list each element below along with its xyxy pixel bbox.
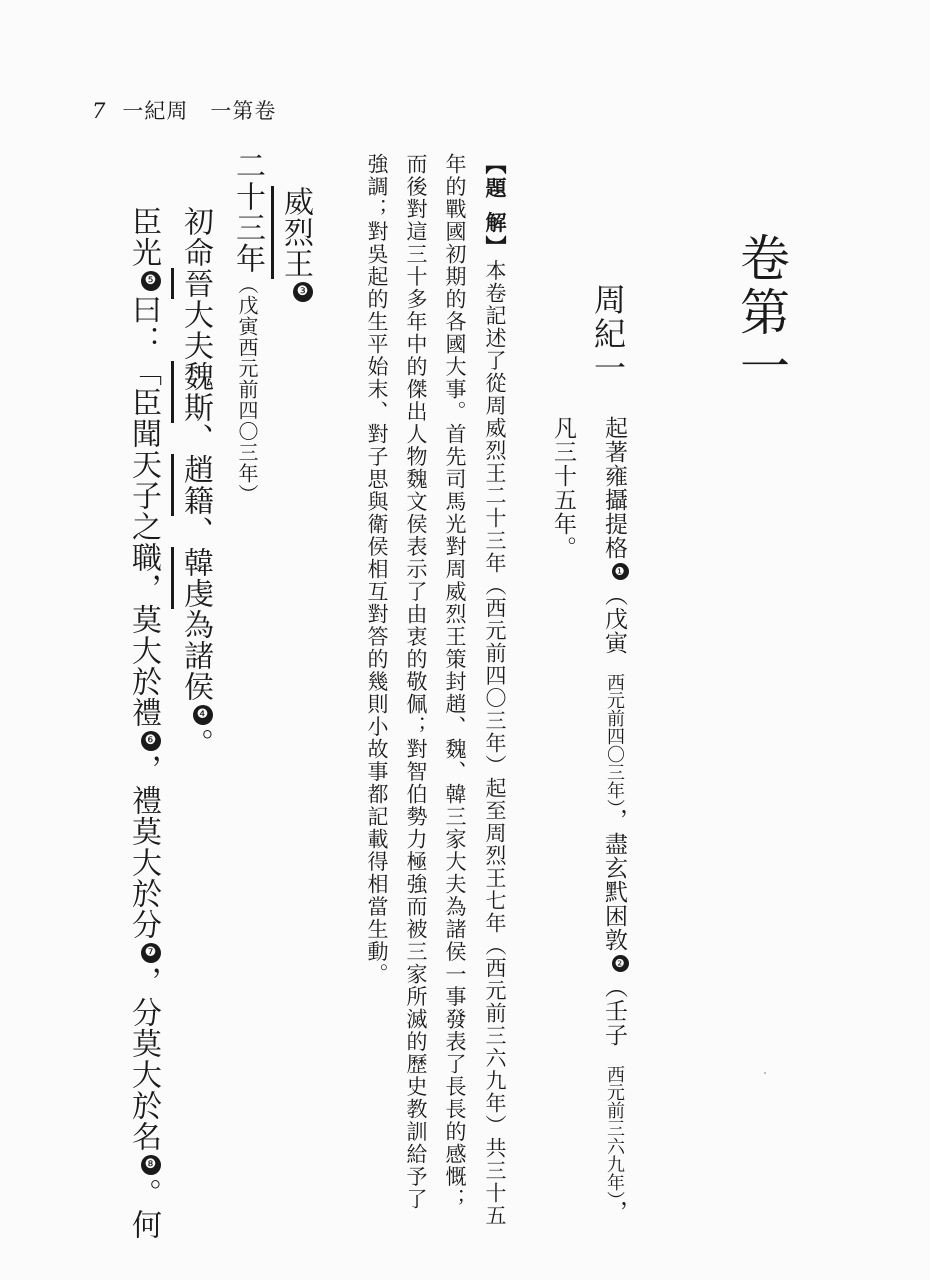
era-text-3: ， [601, 1200, 627, 1224]
page-number: 7 [92, 99, 107, 123]
header-volume: 一第卷 [210, 99, 277, 123]
note-marker-1: ❶ [612, 563, 629, 580]
ruler-heading [280, 186, 313, 305]
note-marker-6: ❻ [141, 731, 161, 751]
running-header [92, 95, 276, 125]
note-marker-7: ❼ [141, 943, 161, 963]
text-1d: 、 [178, 516, 213, 547]
ruler-name: 威烈王 [278, 186, 313, 279]
era-line-1 [602, 416, 629, 1224]
note-marker-4: ❹ [193, 705, 213, 725]
text-2e: 。何 [126, 1178, 161, 1240]
year-paren: （戊寅 [235, 274, 259, 337]
summary-line-2: 年的戰國初期的各國大事。首先司馬光對周威烈王策封趙、魏、韓三家大夫為諸侯一事發表了長長的感慨； [443, 153, 467, 1211]
era-paren-1: （戊寅 [601, 583, 627, 655]
note-marker-2: ❷ [612, 955, 629, 972]
volume-title: 卷第一 [732, 232, 790, 394]
text-1e: 為諸侯 [178, 609, 213, 702]
summary-line-4: 強調；對吳起的生平始末、對子思與衛侯相互對答的幾則小故事都記載得相當生動。 [365, 153, 389, 986]
text-1f: 。 [178, 728, 213, 759]
summary-line-3: 而後對這三十多年中的傑出人物魏文侯表示了由衷的敬佩；對智伯勢力極強而被三家所滅的歷史教訓給予了 [404, 153, 428, 1211]
text-2a: 臣光 [126, 206, 161, 268]
chapter-title: 周紀一 [589, 283, 627, 385]
text-2c: ，禮莫大於分 [126, 754, 161, 940]
summary-text-1: 本卷記述了從周威烈王二十三年（西元前四〇三年）起至周烈王七年（西元前三六九年）共三十五 [483, 259, 507, 1227]
note-marker-8: ❽ [141, 1155, 161, 1175]
year-title: 二十三年 [230, 150, 265, 274]
name-jin: 晉 [178, 268, 213, 299]
summary-line-1 [484, 153, 506, 1227]
text-2b: 曰：「臣聞天子之職，莫大於禮 [126, 294, 161, 728]
text-line-2 [128, 206, 161, 1240]
text-1c: 、 [178, 423, 213, 454]
era-text-2: ，盡玄黓困敦 [601, 808, 627, 952]
era-text-1: 起著雍攝提格 [601, 416, 627, 560]
note-marker-5: ❺ [141, 271, 161, 291]
text-2d: ，分莫大於名 [126, 966, 161, 1152]
text-1b: 大夫 [178, 299, 213, 361]
name-wei-si: 魏斯 [178, 361, 213, 423]
text-line-1 [180, 206, 213, 759]
page-speck [764, 1072, 766, 1074]
era-date-2: 西元前三六九年） [604, 1065, 625, 1200]
year-heading [230, 150, 265, 505]
era-paren-2: （壬子 [601, 975, 627, 1047]
year-date: 西元前四〇三年） [235, 337, 259, 505]
name-zhao-ji: 趙籍 [178, 454, 213, 516]
summary-label: 【題 解】 [483, 153, 508, 260]
text-1a: 初命 [178, 206, 213, 268]
era-line-2: 凡三十五年。 [550, 416, 576, 560]
era-date-1: 西元前四〇三年） [604, 673, 625, 808]
note-marker-3: ❸ [293, 282, 313, 302]
header-section: 一紀周 [122, 99, 189, 123]
name-han-qian: 韓虔 [178, 547, 213, 609]
